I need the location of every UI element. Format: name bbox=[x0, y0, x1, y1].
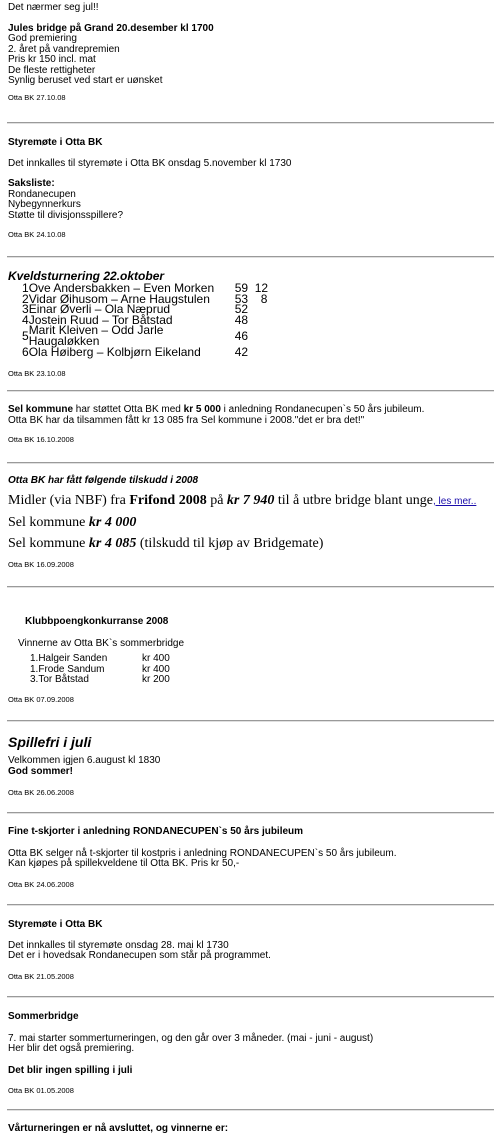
rank: 4 bbox=[22, 312, 29, 327]
table-row bbox=[22, 347, 268, 358]
agenda-label: Saksliste: bbox=[8, 178, 55, 189]
text: til å utbre bridge blant unge bbox=[274, 492, 433, 508]
winner-prize: kr 400 bbox=[142, 663, 170, 675]
winner-name: 1.Frode Sandum bbox=[30, 663, 105, 675]
post-meta: Otta BK 16.09.2008 bbox=[8, 559, 74, 569]
post-meta: Otta BK 23.10.08 bbox=[8, 368, 66, 378]
divider bbox=[7, 256, 494, 258]
post-title: Fine t-skjorter i anledning RONDANECUPEN`s 50 års jubileum bbox=[8, 826, 304, 837]
pair: Vidar Øihusom – Arne Haugstulen bbox=[28, 291, 210, 306]
agenda-item: Rondanecupen bbox=[8, 188, 76, 200]
extra: 8 bbox=[260, 291, 268, 306]
pair: Einar Øverli – Ola Næprud bbox=[28, 302, 171, 317]
post-line: Otta BK selger nå t-skjorter til kostpris i anledning RONDANECUPEN`s 50 års jubileum. bbox=[8, 847, 397, 859]
bold-text: Sel kommune bbox=[8, 404, 74, 415]
post-title: Styremøte i Otta BK bbox=[8, 137, 103, 148]
text: i anledning Rondanecupen`s 50 års jubileum. bbox=[220, 404, 425, 415]
winner-prize: kr 400 bbox=[142, 653, 170, 664]
post-line bbox=[8, 405, 494, 416]
text: Sel kommune bbox=[8, 535, 89, 551]
score: 59 bbox=[234, 281, 249, 295]
post-line: Pris kr 150 incl. mat bbox=[8, 54, 96, 65]
winner-name: 1.Halgeir Sanden bbox=[30, 653, 108, 664]
divider bbox=[7, 812, 494, 814]
post-sub: Vinnerne av Otta BK`s sommerbridge bbox=[18, 637, 185, 649]
divider bbox=[7, 996, 494, 998]
text: på bbox=[206, 492, 227, 508]
winner-prize: kr 200 bbox=[142, 674, 170, 685]
post-meta: Otta BK 16.10.2008 bbox=[8, 435, 74, 444]
post-line: 2. året på vandrepremien bbox=[8, 43, 120, 55]
rank: 6 bbox=[22, 345, 29, 360]
agenda-item: Støtte til divisjonsspillere? bbox=[8, 209, 124, 221]
post-varturnering bbox=[8, 1124, 494, 1135]
rank: 2 bbox=[22, 291, 29, 306]
pair: Ola Høiberg – Kolbjørn Eikeland bbox=[28, 345, 201, 360]
text: Midler (via NBF) fra bbox=[8, 492, 130, 508]
pair: Ove Andersbakken – Even Morken bbox=[28, 281, 215, 295]
bold-text: kr 7 940 bbox=[226, 492, 275, 508]
post-title: Klubbpoengkonkurranse 2008 bbox=[25, 616, 169, 627]
post-kveldsturnering bbox=[8, 270, 494, 378]
divider bbox=[7, 1109, 494, 1111]
post-meta: Otta BK 26.06.2008 bbox=[8, 788, 74, 797]
winner-name: 3.Tor Båtstad bbox=[30, 674, 89, 685]
post-bold: Det blir ingen spilling i juli bbox=[8, 1064, 133, 1076]
post-jules-bridge bbox=[8, 3, 494, 102]
pair: Marit Kleiven – Odd Jarle Haugaløkken bbox=[28, 323, 164, 349]
post-sommerbridge bbox=[8, 1012, 494, 1095]
post-t-skjorter bbox=[8, 827, 494, 889]
post-meta: Otta BK 27.10.08 bbox=[8, 92, 66, 102]
text: Sel kommune bbox=[8, 514, 89, 530]
divider bbox=[7, 720, 494, 722]
divider bbox=[7, 122, 494, 124]
score: 52 bbox=[234, 302, 249, 317]
post-title: Sommerbridge bbox=[8, 1011, 79, 1022]
agenda-item: Nybegynnerkurs bbox=[8, 199, 81, 210]
post-line: De fleste rettigheter bbox=[8, 64, 96, 76]
post-styremote-mai bbox=[8, 920, 494, 981]
post-title: Vårturneringen er nå avsluttet, og vinnerne er: bbox=[8, 1123, 229, 1134]
rank: 1 bbox=[22, 281, 29, 295]
post-meta: Otta BK 21.05.2008 bbox=[8, 971, 74, 981]
score: 42 bbox=[234, 345, 249, 360]
post-line bbox=[8, 514, 494, 531]
post-title: Jules bridge på Grand 20.desember kl 1700 bbox=[8, 22, 214, 34]
post-text: Det innkalles til styremøte i Otta BK onsdag 5.november kl 1730 bbox=[8, 157, 292, 169]
post-line: Det innkalles til styremøte onsdag 28. mai kl 1730 bbox=[8, 939, 229, 951]
post-tilskudd bbox=[8, 476, 494, 569]
post-klubbpoeng bbox=[8, 617, 494, 704]
bold-text: kr 4 085 bbox=[88, 535, 137, 551]
score: 46 bbox=[234, 329, 249, 344]
list-item bbox=[30, 665, 494, 676]
post-line: Otta BK har da tilsammen fått kr 13 085 fra Sel kommune i 2008."det er bra det!" bbox=[8, 414, 365, 426]
bold-text: kr 5 000 bbox=[183, 404, 221, 415]
post-line: 7. mai starter sommerturneringen, og den går over 3 måneder. (mai - juni - august) bbox=[8, 1032, 374, 1044]
post-line bbox=[8, 535, 494, 552]
post-bold: God sommer! bbox=[8, 765, 74, 777]
post-meta: Otta BK 01.05.2008 bbox=[8, 1086, 74, 1095]
post-title: Spillefri i juli bbox=[8, 734, 92, 750]
extra: 12 bbox=[254, 281, 269, 295]
score: 48 bbox=[234, 312, 249, 327]
post-styremote bbox=[8, 138, 494, 239]
winners-list bbox=[30, 654, 494, 686]
divider bbox=[7, 904, 494, 906]
post-line: God premiering bbox=[8, 33, 77, 44]
score: 53 bbox=[234, 291, 249, 306]
results-table bbox=[22, 283, 268, 358]
divider bbox=[7, 390, 494, 392]
rank: 3 bbox=[22, 302, 29, 317]
post-meta: Otta BK 24.06.2008 bbox=[8, 879, 74, 889]
bold-text: Frifond 2008 bbox=[129, 492, 207, 508]
post-intro: Det nærmer seg jul!! bbox=[8, 2, 99, 13]
post-meta: Otta BK 24.10.08 bbox=[8, 230, 66, 239]
post-title: Otta BK har fått følgende tilskudd i 2008 bbox=[8, 475, 199, 486]
bold-text: kr 4 000 bbox=[88, 514, 137, 530]
rank: 5 bbox=[22, 329, 29, 344]
post-spillefri bbox=[8, 734, 494, 797]
post-line: Her blir det også premiering. bbox=[8, 1043, 135, 1054]
post-line bbox=[8, 492, 494, 510]
list-item bbox=[30, 675, 494, 686]
post-title: Styremøte i Otta BK bbox=[8, 919, 103, 930]
read-more-link[interactable]: , les mer.. bbox=[433, 495, 477, 507]
table-row bbox=[22, 325, 268, 347]
post-sel-kommune bbox=[8, 405, 494, 444]
post-line: Det er i hovedsak Rondanecupen som står på programmet. bbox=[8, 950, 271, 961]
post-meta: Otta BK 07.09.2008 bbox=[8, 694, 74, 704]
text: (tilskudd til kjøp av Bridgemate) bbox=[136, 535, 324, 551]
divider bbox=[7, 586, 494, 588]
text: har støttet Otta BK med bbox=[73, 404, 184, 415]
divider bbox=[7, 462, 494, 464]
post-title: Kveldsturnering 22.oktober bbox=[8, 269, 165, 283]
post-text: Velkommen igjen 6.august kl 1830 bbox=[8, 755, 161, 766]
post-line: Kan kjøpes på spillekveldene til Otta BK. Pris kr 50,- bbox=[8, 858, 240, 869]
list-item bbox=[30, 654, 494, 665]
pair: Jostein Ruud – Tor Båtstad bbox=[28, 312, 173, 327]
post-line: Synlig beruset ved start er uønsket bbox=[8, 75, 163, 86]
